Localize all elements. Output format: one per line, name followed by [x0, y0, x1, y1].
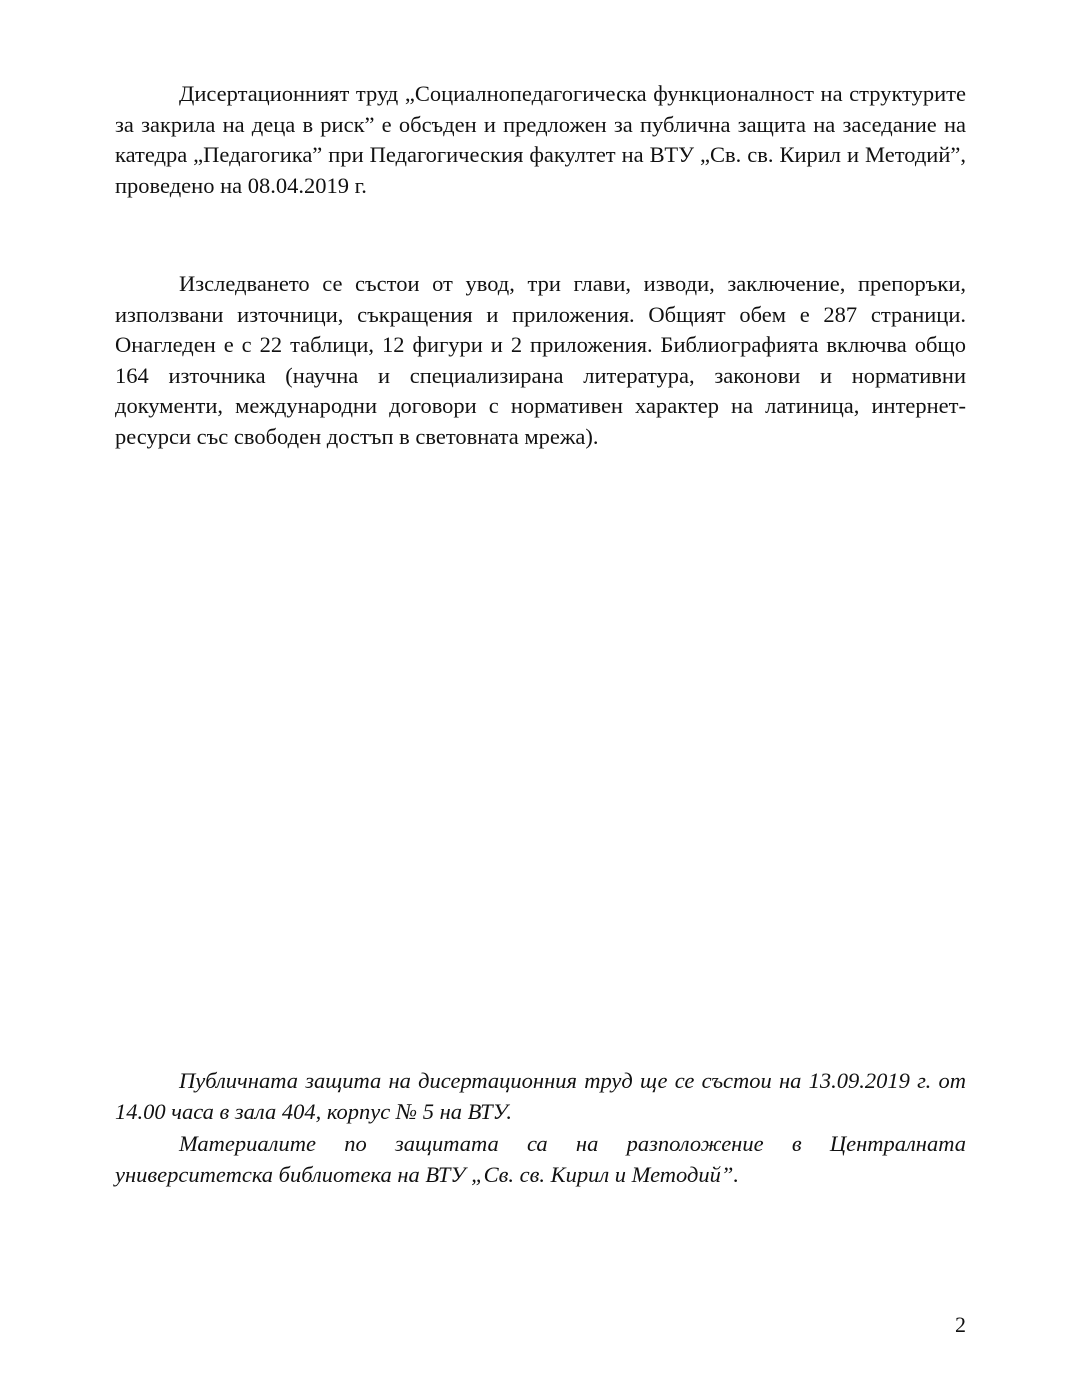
paragraph-materials-location: Материалите по защитата са на разположение в Централната университетска библиотека на ВТУ „Св. св. Кирил и Методий”.: [115, 1131, 966, 1187]
paragraph-public-defense-date: Публичната защита на дисертационния труд ще се състои на 13.09.2019 г. от 14.00 часа в зала 404, корпус № 5 на ВТУ.: [115, 1068, 966, 1124]
paragraph-dissertation-discussion: Дисертационният труд „Социалнопедагогическа функционалност на структурите за закрила на деца в риск” е обсъден и предложен за публична защита на заседание на катедра „Педагогика” при Педагогическия факултет на ВТУ „Св. св. Кирил и Методий”, проведено на 08.04.2019 г.: [115, 81, 966, 198]
paragraph-study-structure: Изследването се състои от увод, три глави, изводи, заключение, препоръки, използвани източници, съкращения и приложения. Общият обем е 287 страници. Онагледен е с 22 таблици, 12 фигури и 2 приложения. Библиографията включва общо 164 източника (научна и специализирана литература, законови и нормативни документи, международни договори с нормативен характер на латиница, интернет-ресурси със свободен достъп в световната мрежа).: [115, 271, 966, 449]
page-number: 2: [955, 1312, 966, 1337]
